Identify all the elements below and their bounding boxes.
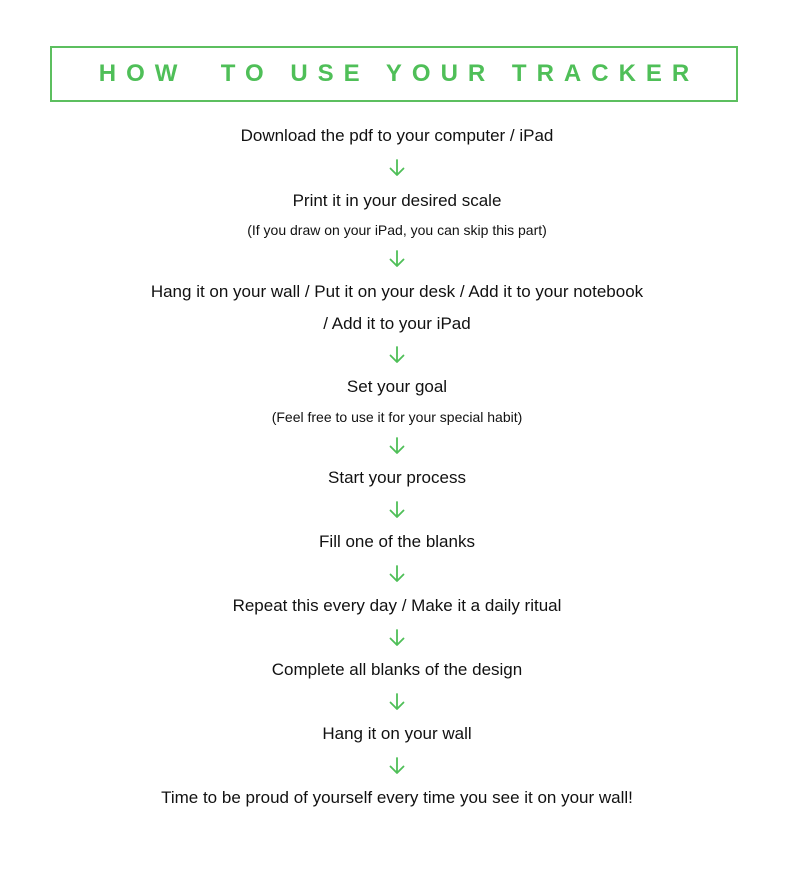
step-fill: Fill one of the blanks	[319, 532, 475, 551]
arrow-down-icon	[387, 565, 407, 583]
step-print-note: (If you draw on your iPad, you can skip this part)	[247, 222, 547, 238]
arrow-down-icon	[387, 757, 407, 775]
step-start: Start your process	[328, 468, 466, 487]
arrow-down-icon	[387, 159, 407, 177]
step-download: Download the pdf to your computer / iPad	[240, 126, 554, 145]
arrow-down-icon	[387, 693, 407, 711]
arrow-down-icon	[387, 501, 407, 519]
arrow-down-icon	[387, 250, 407, 268]
step-hang-line2: / Add it to your iPad	[323, 314, 471, 333]
step-hang-wall: Hang it on your wall	[322, 724, 472, 743]
step-print: Print it in your desired scale	[292, 191, 502, 210]
step-goal: Set your goal	[346, 377, 448, 396]
arrow-down-icon	[387, 346, 407, 364]
step-complete: Complete all blanks of the design	[271, 660, 523, 679]
step-repeat: Repeat this every day / Make it a daily ritual	[232, 596, 562, 615]
step-proud: Time to be proud of yourself every time you see it on your wall!	[161, 788, 633, 807]
arrow-down-icon	[387, 437, 407, 455]
title-box	[50, 46, 738, 102]
step-goal-note: (Feel free to use it for your special habit)	[271, 409, 523, 425]
step-hang-line1: Hang it on your wall / Put it on your desk / Add it to your notebook	[150, 282, 644, 301]
arrow-down-icon	[387, 629, 407, 647]
page-title: HOW TO USE YOUR TRACKER	[98, 60, 700, 87]
